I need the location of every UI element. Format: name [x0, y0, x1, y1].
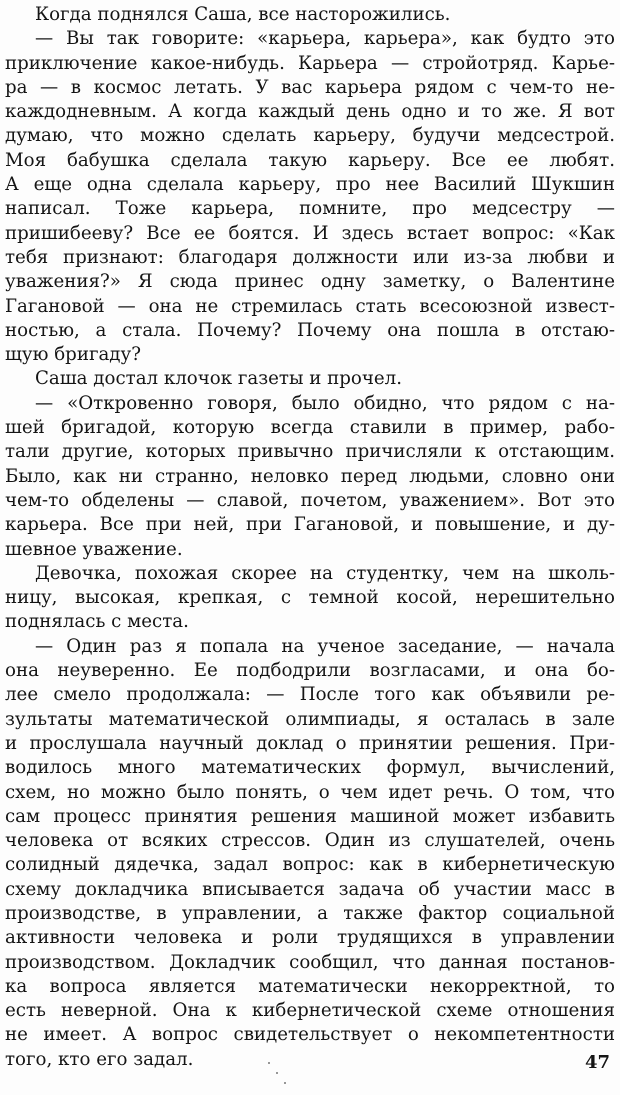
text-line: активности человека и роли трудящихся в управлении — [5, 927, 615, 949]
text-line: Моя бабушка сделала такую карьеру. Все ее любят. — [5, 149, 615, 171]
text-line: шевное уважение. — [5, 538, 183, 560]
text-line: ницу, высокая, крепкая, с темной косой, нерешительно — [5, 587, 615, 609]
text-line: щую бригаду? — [5, 344, 141, 366]
text-line: пришибееву? Все ее боятся. И здесь встает вопрос: «Как — [5, 222, 615, 244]
text-line: схему докладчика вписывается задача об участии масс в — [5, 878, 615, 900]
text-line: Гагановой — она не стремилась стать всесоюзной извест- — [5, 295, 615, 317]
text-line: — «Откровенно говоря, было обидно, что рядом с на- — [35, 392, 615, 414]
text-line: Девочка, похожая скорее на студентку, чем на школь- — [35, 562, 615, 584]
text-line: того, кто его задал. — [5, 1048, 194, 1070]
text-line: она неуверенно. Ее подбодрили возгласами, и она бо- — [5, 660, 615, 682]
text-line: шей бригадой, которую всегда ставили в пример, рабо- — [5, 417, 615, 439]
text-line: водилось много математических формул, вычислений, — [5, 757, 615, 779]
print-specks — [262, 1060, 302, 1090]
text-line: приключение какое-нибудь. Карьера — стройотряд. Карье- — [5, 52, 615, 74]
text-line: поднялась с места. — [5, 611, 189, 633]
text-line: ностью, а стала. Почему? Почему она пошла в отстаю- — [5, 319, 615, 341]
page-number: 47 — [584, 1052, 610, 1073]
text-line: и прослушала научный доклад о принятии решения. При- — [5, 732, 615, 754]
text-line: А еще одна сделала карьеру, про нее Василий Шукшин — [5, 174, 615, 196]
text-line: сам процесс принятия решения машиной может избавить — [5, 805, 615, 827]
text-line: ра — в космос летать. У вас карьера рядом с чем-то не- — [5, 76, 615, 98]
text-line: Саша достал клочок газеты и прочел. — [35, 368, 402, 390]
text-line: солидный дядечка, задал вопрос: как в кибернетическую — [5, 854, 615, 876]
text-line: написал. Тоже карьера, помните, про медсестру — — [5, 198, 615, 220]
text-line: производством. Докладчик сообщил, что данная постанов- — [5, 951, 615, 973]
text-line: — Один раз я попала на ученое заседание, — начала — [35, 635, 615, 657]
text-line: ка вопроса является математически некорректной, то — [5, 975, 615, 997]
text-line: человека от всяких стрессов. Один из слушателей, очень — [5, 830, 615, 852]
text-line: производстве, в управлении, а также фактор социальной — [5, 902, 615, 924]
text-line: лее смело продолжала: — После того как объявили ре- — [5, 684, 615, 706]
text-line: Было, как ни странно, неловко перед людьми, словно они — [5, 465, 615, 487]
text-line: карьера. Все при ней, при Гагановой, и повышение, и ду- — [5, 514, 615, 536]
text-line: тали другие, которых привычно причисляли к отстающим. — [5, 441, 615, 463]
text-line: есть неверной. Она к кибернетической схеме отношения — [5, 1000, 615, 1022]
body-text — [5, 3, 615, 1072]
text-line: Когда поднялся Саша, все насторожились. — [35, 4, 451, 25]
text-line: чем-то обделены — славой, почетом, уважением». Вот это — [5, 489, 615, 511]
text-line: зультаты математической олимпиады, я осталась в зале — [5, 708, 615, 730]
text-line: тебя признают: благодаря должности или из-за любви и — [5, 246, 615, 268]
text-line: каждодневным. А когда каждый день одно и то же. Я вот — [5, 101, 615, 123]
text-line: не имеет. А вопрос свидетельствует о некомпетентности — [5, 1024, 615, 1046]
text-line: — Вы так говорите: «карьера, карьера», как будто это — [35, 28, 615, 50]
text-line: схем, но можно было понять, о чем идет речь. О том, что — [5, 781, 615, 803]
text-line: уважения?» Я сюда принес одну заметку, о Валентине — [5, 271, 615, 293]
text-line: думаю, что можно сделать карьеру, будучи медсестрой. — [5, 125, 615, 147]
